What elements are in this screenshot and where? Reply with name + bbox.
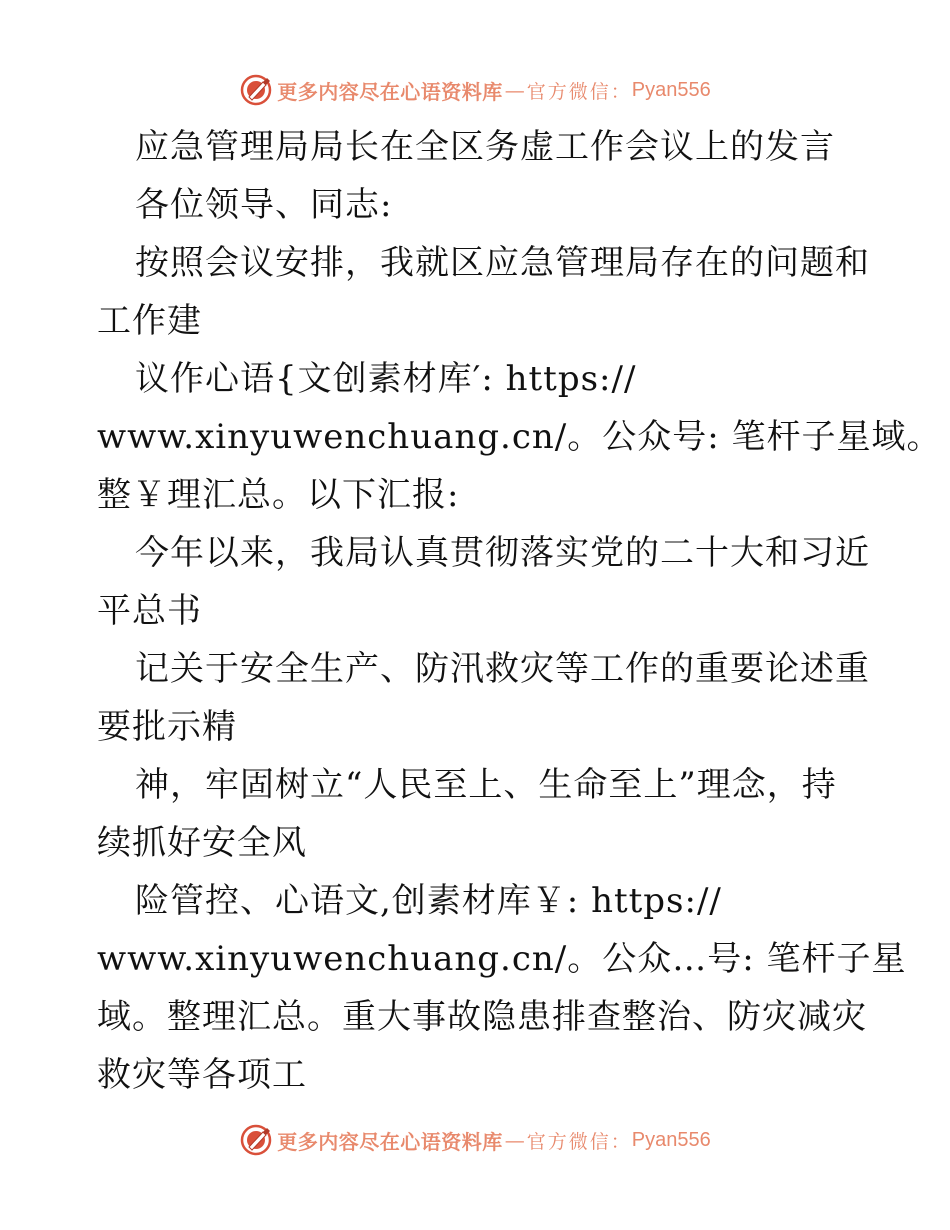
footer-banner-text: 更多内容尽在心语资料库 [277,1129,503,1154]
paragraph-line: 平总书 [97,591,202,631]
salutation: 各位领导、同志: [135,185,393,225]
header-banner [0,70,950,110]
footer-wechat-label: 官方微信： [526,1130,632,1153]
document-title: 应急管理局局长在全区务虚工作会议上的发言 [135,127,835,167]
paragraph-line: 记关于安全生产、防汛救灾等工作的重要论述重 [135,649,870,689]
paragraph-line: 议作心语{文创素材库′: https:// [135,359,637,399]
pen-logo-icon [239,73,273,107]
paragraph-line: 整￥理汇总。以下汇报: [97,475,460,515]
paragraph-line: www.xinyuwenchuang.cn/。公众…号: 笔杆子星 [97,939,907,979]
footer-banner-separator: — [504,1128,525,1152]
paragraph-line: 神，牢固树立“人民至上、生命至上”理念，持 [135,765,837,805]
pen-logo-icon [239,1123,273,1157]
footer-wechat-id: Pyan556 [631,1128,711,1151]
header-banner-text: 更多内容尽在心语资料库 [277,79,503,104]
paragraph-line: 按照会议安排，我就区应急管理局存在的问题和 [135,243,870,283]
paragraph-line: 域。整理汇总。重大事故隐患排查整治、防灾减灾 [97,997,867,1037]
paragraph-line: www.xinyuwenchuang.cn/。公众号: 笔杆子星域。 [97,417,942,457]
footer-banner [0,1120,950,1160]
paragraph-line: 续抓好安全风 [97,823,307,863]
paragraph-line: 险管控、心语文,创素材库￥: https:// [135,881,722,921]
paragraph-line: 救灾等各项工 [97,1055,307,1095]
header-wechat-id: Pyan556 [631,78,711,101]
paragraph-line: 今年以来，我局认真贯彻落实党的二十大和习近 [135,533,870,573]
header-banner-separator: — [504,78,525,102]
header-wechat-label: 官方微信： [526,80,632,103]
paragraph-line: 工作建 [97,301,202,341]
paragraph-line: 要批示精 [97,707,237,747]
document-body [97,118,942,1104]
